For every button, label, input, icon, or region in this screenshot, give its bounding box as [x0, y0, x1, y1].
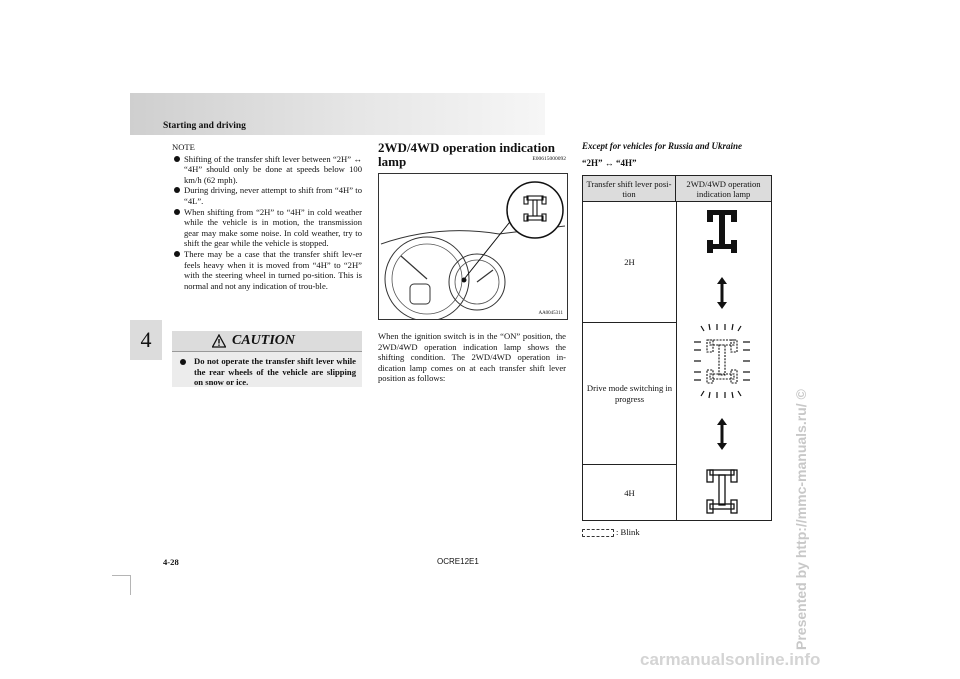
figure-code: AA0045311: [538, 311, 563, 316]
page-number: 4-28: [163, 557, 179, 567]
bullet-icon: [180, 359, 186, 365]
note-item: There may be a case that the transfer shift lev-er feels heavy when it is moved from “4H” to “2H” with the steering wheel in turned po-sition. This is normal and not any indication of trou-ble.: [172, 249, 362, 291]
instrument-cluster-figure: [378, 173, 568, 320]
running-header: Starting and driving: [163, 121, 246, 131]
caution-header: [172, 331, 362, 352]
bullet-icon: [174, 209, 180, 215]
note-block: [172, 142, 362, 291]
lamp-table: [582, 175, 772, 521]
bullet-icon: [174, 187, 180, 193]
chapter-tab: 4: [130, 320, 162, 360]
row-2h-label: 2H: [624, 257, 635, 267]
caution-body: [172, 352, 362, 388]
lamp-4h-icon: [707, 470, 737, 513]
note-title: NOTE: [172, 142, 195, 152]
lamp-blink-icon: [694, 324, 750, 398]
section-heading: [378, 141, 568, 169]
side-watermark: Presented by http://mmc-manuals.ru/ ©: [793, 389, 809, 650]
row-divider: [583, 322, 676, 323]
warning-triangle-icon: [212, 334, 226, 348]
crop-mark: [130, 575, 131, 595]
header-indication-lamp: 2WD/4WD operation indication lamp: [676, 176, 771, 202]
blink-legend-text: : Blink: [616, 527, 640, 537]
lamp-states-illustration: [677, 202, 771, 520]
bullet-icon: [174, 156, 180, 162]
table-title: Except for vehicles for Russia and Ukraine: [582, 141, 743, 151]
crop-mark: [112, 575, 130, 576]
caution-text: Do not operate the transfer shift lever while the rear wheels of the vehicle are slipping on snow or ice.: [194, 356, 356, 388]
note-item: During driving, never attempt to shift from “4H” to “4L”.: [172, 185, 362, 206]
header-lever-position: Transfer shift lever posi-tion: [583, 176, 676, 202]
lamp-2h-icon: [707, 210, 737, 253]
row-switching-label: Drive mode switching in progress: [586, 383, 673, 404]
caution-box: [172, 331, 362, 387]
bullet-icon: [174, 251, 180, 257]
section-code: E00615000092: [532, 156, 566, 162]
instrument-cluster-illustration: [379, 174, 567, 319]
note-item: When shifting from “2H” to “4H” in cold weather while the vehicle is in motion, the transmission gear may make some noise. In cold weather, try to shift the gear while the vehicle is stopped.: [172, 207, 362, 249]
caution-title: CAUTION: [232, 333, 296, 348]
row-4h-label: 4H: [624, 488, 635, 498]
document-code: OCRE12E1: [437, 557, 479, 566]
note-list: [172, 154, 362, 292]
blink-sample-icon: [582, 529, 614, 537]
bottom-watermark: carmanualsonline.info: [640, 650, 821, 669]
section-body: When the ignition switch is in the “ON” position, the 2WD/4WD operation indication lamp shows the shifting condition. The 2WD/4WD operation in-dication lamp comes on at each transfer shift lever position as follows:: [378, 331, 566, 384]
table-subtitle: “2H” ↔ “4H”: [582, 158, 637, 168]
double-arrow-icon: [717, 277, 727, 309]
section-title: 2WD/4WD operation indication lamp: [378, 140, 555, 169]
note-item: Shifting of the transfer shift lever between “2H” ↔ “4H” should only be done at speeds below 100 km/h (62 mph).: [172, 154, 362, 186]
double-arrow-icon: [717, 418, 727, 450]
blink-legend: [582, 527, 640, 537]
row-divider: [583, 464, 676, 465]
